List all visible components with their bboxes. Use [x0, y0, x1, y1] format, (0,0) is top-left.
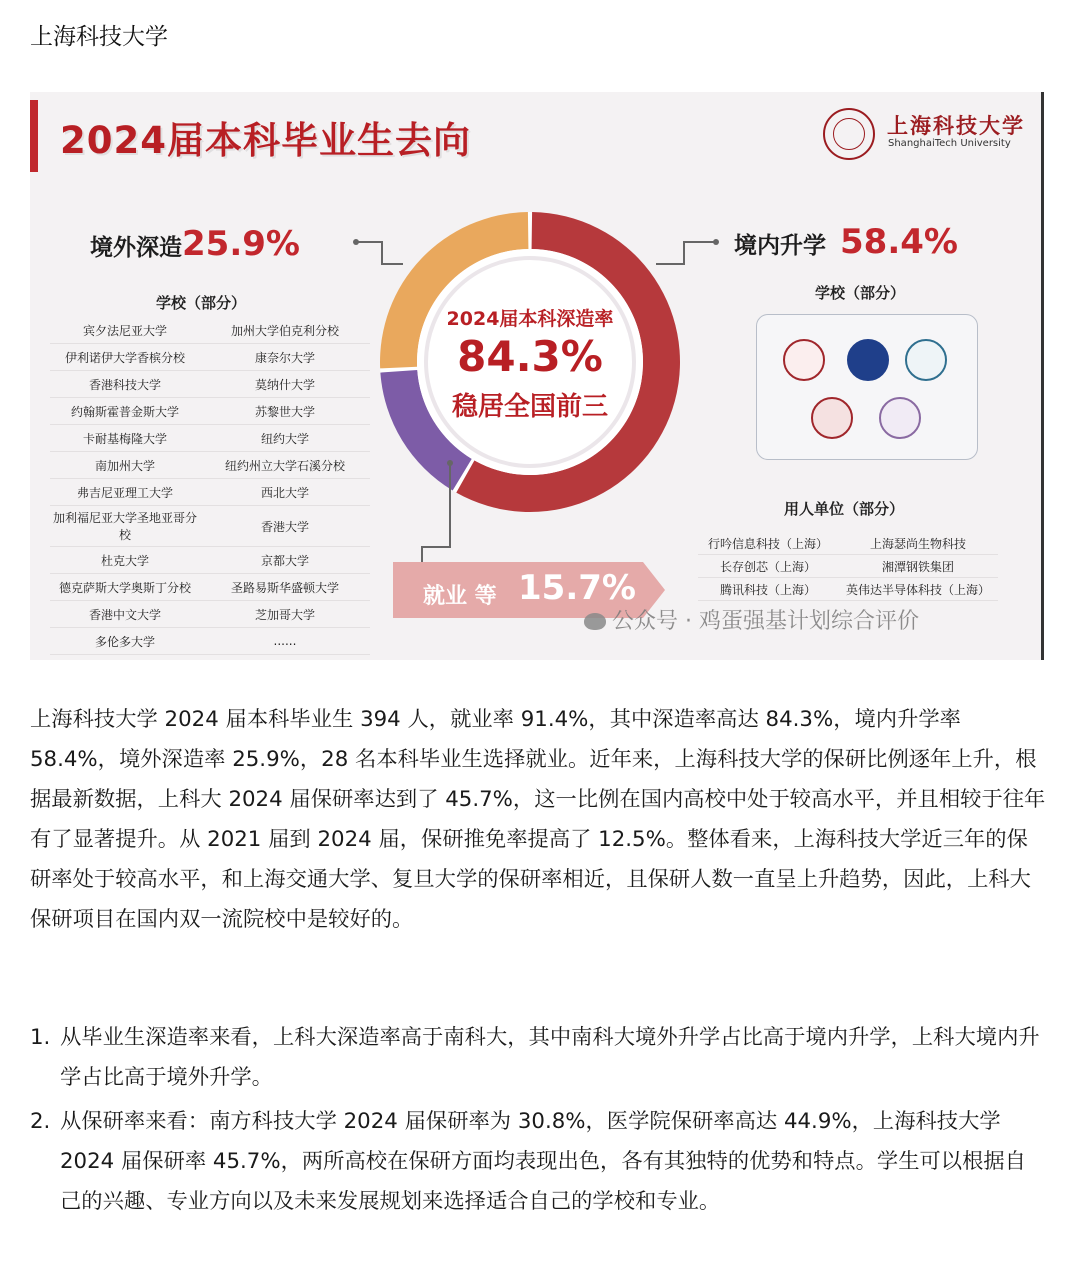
list-item-text: 从毕业生深造率来看，上科大深造率高于南科大，其中南科大境外升学占比高于境内升学，上科大境内升学占比高于境外升学。 — [60, 1025, 1040, 1090]
school-name: 加州大学伯克利分校 — [230, 323, 339, 338]
school-name: 伊利诺伊大学香槟分校 — [64, 350, 185, 365]
center-rate-value: 84.3% — [457, 332, 603, 381]
school-name: 香港中文大学 — [88, 607, 161, 622]
infographic-title: 2024届本科毕业生去向 — [60, 119, 471, 162]
employer-name: 湘潭钢铁集团 — [881, 559, 954, 574]
employment-connector-dot — [447, 460, 453, 466]
school-name: 约翰斯霍普金斯大学 — [70, 404, 179, 419]
employer-name: 英伟达半导体科技（上海） — [845, 582, 990, 597]
school-name: 京都大学 — [260, 553, 309, 568]
employment-percent: 15.7% — [518, 568, 636, 608]
school-name: 南加州大学 — [94, 458, 155, 473]
school-name: 卡耐基梅隆大学 — [82, 431, 167, 446]
employer-name: 行吟信息科技（上海） — [707, 536, 828, 551]
list-item — [30, 1018, 1046, 1098]
overseas-connector-dot — [353, 239, 359, 245]
list-item-text: 从保研率来看：南方科技大学 2024 届保研率为 30.8%，医学院保研率高达 44.9%，上海科技大学 2024 届保研率 45.7%，两所高校在保研方面均表现出色，各有其独特的优势和特点。学生可以根据自己的兴趣、专业方向以及未来发展规划来选择适合自己的学校和专业。 — [60, 1109, 1026, 1214]
overseas-label-text: 境外深造 — [90, 235, 182, 261]
school-name: 香港大学 — [260, 519, 309, 534]
school-name: 德克萨斯大学奥斯丁分校 — [58, 580, 191, 595]
school-name: 芝加哥大学 — [254, 607, 315, 622]
school-name: 圣路易斯华盛顿大学 — [230, 580, 339, 595]
article-list — [30, 1018, 1046, 1226]
watermark — [584, 604, 919, 635]
center-rate-label: 2024届本科深造率 — [446, 308, 614, 330]
school-name: 苏黎世大学 — [254, 404, 315, 419]
school-name: ...... — [273, 634, 297, 648]
graduate-destination-infographic — [30, 92, 1044, 660]
wechat-icon — [584, 613, 606, 630]
domestic-connector — [656, 242, 716, 264]
overseas-percent: 25.9% — [182, 224, 300, 264]
domestic-label-text: 境内升学 — [734, 233, 826, 259]
school-name: 西北大学 — [260, 485, 309, 500]
list-item-number: 2. — [30, 1109, 51, 1134]
watermark-text: 公众号 · 鸡蛋强基计划综合评价 — [612, 609, 919, 634]
overseas-connector — [356, 242, 403, 264]
center-rate-caption: 稳居全国前三 — [451, 392, 608, 422]
school-name: 莫纳什大学 — [254, 377, 315, 392]
brand-name-cn: 上海科技大学 — [887, 114, 1025, 138]
school-name: 纽约州立大学石溪分校 — [224, 458, 345, 473]
employer-name: 腾讯科技（上海） — [719, 582, 816, 597]
domestic-connector-dot — [713, 239, 719, 245]
page-title: 上海科技大学 — [30, 24, 168, 50]
domestic-percent: 58.4% — [840, 222, 958, 262]
school-name: 多伦多大学 — [94, 634, 155, 649]
article-paragraph: 上海科技大学 2024 届本科毕业生 394 人，就业率 91.4%，其中深造率高达 84.3%，境内升学率 58.4%，境外深造率 25.9%，28 名本科毕业生选择就业。近年来，上海科技大学的保研比例逐年上升，根据最新数据，上科大 2024 届保研率达到了 45.7%，这一比例在国内高校中处于较高水平，并且相较于往年有了显著提升。从 2021 届到 2024 届，保研推免率提高了 12.5%。整体看来，上海科技大学近三年的保研率处于较高水平，和上海交通大学、复旦大学的保研率相近，且保研人数一直呈上升趋势，因此，上科大保研项目在国内双一流院校中是较好的。 — [30, 707, 1046, 932]
employer-name: 长存创芯（上海） — [719, 559, 816, 574]
domestic-schools-heading: 学校（部分） — [815, 284, 906, 302]
school-name: 杜克大学 — [100, 553, 149, 568]
employer-name: 上海瑟尚生物科技 — [869, 536, 966, 551]
school-name: 加利福尼亚大学圣地亚哥分校 — [52, 511, 197, 542]
employers-heading: 用人单位（部分） — [784, 500, 905, 518]
employment-connector — [422, 463, 450, 562]
list-item — [30, 1102, 1046, 1222]
school-name: 康奈尔大学 — [254, 350, 315, 365]
school-name: 香港科技大学 — [88, 377, 161, 392]
brand-name-en: ShanghaiTech University — [888, 138, 1011, 149]
school-name: 弗吉尼亚理工大学 — [76, 485, 173, 500]
school-name: 宾夕法尼亚大学 — [82, 323, 167, 338]
employment-label: 就业 等 — [423, 584, 497, 609]
overseas-schools-heading: 学校（部分） — [156, 294, 247, 312]
list-item-number: 1. — [30, 1025, 51, 1050]
school-name: 纽约大学 — [260, 431, 309, 446]
